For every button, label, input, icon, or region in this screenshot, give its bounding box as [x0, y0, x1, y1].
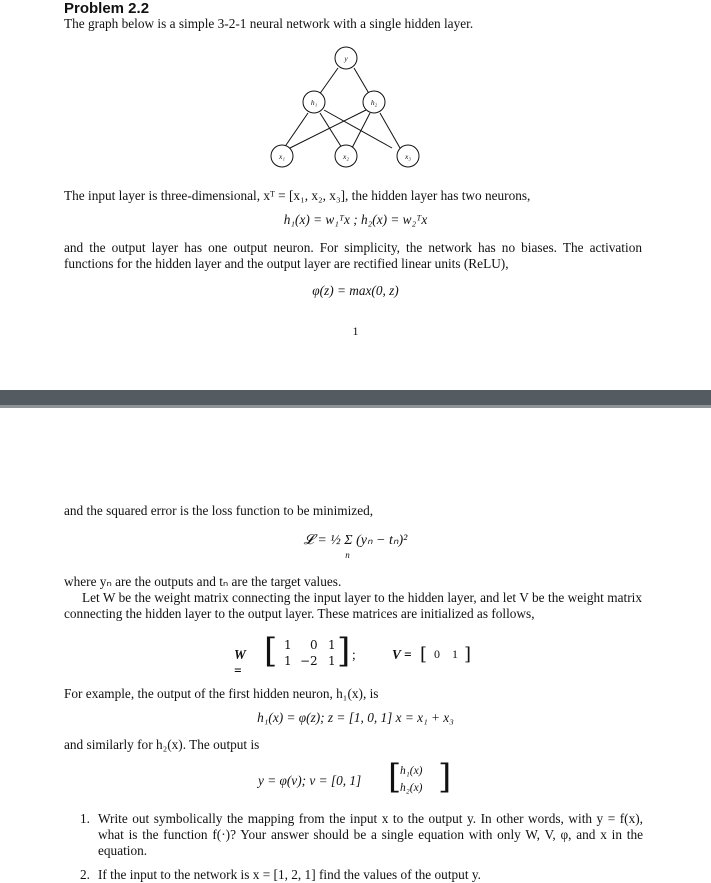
problem-title: Problem 2.2	[64, 0, 150, 17]
w-cell: 1	[328, 638, 336, 652]
neural-network-diagram	[262, 40, 442, 170]
output-equation-left: y = φ(v); v = [0, 1]	[258, 773, 362, 788]
w-cell: −2	[300, 654, 318, 668]
page-two: and the squared error is the loss function to be minimized, 𝓛 = ½ Σ (yₙ − tₙ)² n where yₙ are the outputs and tₙ are the target values. Let W be the weight matrix connecting the input layer to the hidden layer, and let V be the weight matrix connecting the hidden layer to the output layer. These matrices are initialized as follows, W = [ 1 0 1 1 −2 1 ] ; V = [ 0 1 ] For example, the output of the first hidden neuron, h₁(x), is h₁(x) = φ(z); z = [1, 0, 1] x = x₁ + x₃ and similarly for h₂(x). The output is y = φ(v); v = [0, 1] [ h₁(x) h₂(x) ] 1. Write out symbolically the mapping from the input x to the output y. In other words, with y = f(x), what is the function f(·)? Your answer should be a single equation with only W, V, φ, and x in the equation. 2. If the input to the network is x = [1, 2, 1] find the values of the output y.	[0, 408, 711, 880]
v-cell: 1	[452, 647, 458, 661]
relu-equation: φ(z) = max(0, z)	[312, 283, 399, 298]
h1-equation: h₁(x) = φ(z); z = [1, 0, 1] x = x₁ + x₃	[257, 710, 454, 725]
targets-text: where yₙ are the outputs and tₙ are the target values.	[64, 574, 342, 589]
label-h2: h₂	[370, 98, 378, 107]
label-h1: h₁	[310, 98, 318, 107]
w-cell: 1	[328, 654, 336, 668]
edge-x2-h2	[352, 113, 370, 148]
loss-intro-text: and the squared error is the loss function to be minimized,	[64, 503, 374, 518]
label-x3: x₃	[405, 152, 411, 161]
question-text: Write out symbolically the mapping from the input x to the output y. In other words, with y = f(x), what is the function f(·)? Your answer should be a single equation with only W, V, φ, and x in the equation.	[98, 811, 643, 858]
hidden-equation: h₁(x) = w₁ᵀx ; h₂(x) = w₂ᵀx	[283, 212, 428, 227]
v-cell: 0	[434, 647, 440, 661]
intro-text: The graph below is a simple 3-2-1 neural network with a single hidden layer.	[64, 16, 474, 31]
output-intro-text: and similarly for h₂(x). The output is	[64, 737, 260, 752]
first-neuron-text: For example, the output of the first hidden neuron, h₁(x), is	[64, 686, 379, 701]
matrix-w-label: W =	[234, 647, 246, 678]
question-number: 2.	[80, 867, 90, 882]
label-y: y	[344, 54, 348, 63]
question-number: 1.	[80, 811, 90, 826]
output-vector-h1: h₁(x)	[400, 765, 423, 777]
label-x2: x₂	[343, 152, 349, 161]
loss-sum-index: n	[345, 550, 350, 560]
loss-equation: 𝓛 = ½ Σ (yₙ − tₙ)²	[303, 533, 408, 548]
w-cell: 1	[284, 638, 292, 652]
page-divider	[0, 390, 711, 405]
label-x1: x₁	[279, 152, 285, 161]
output-equation: y = φ(v); v = [0, 1] [ h₁(x) h₂(x) ]	[258, 757, 452, 797]
page-one	[0, 0, 711, 390]
question-text: If the input to the network is x = [1, 2, 1] find the values of the output y.	[98, 867, 481, 882]
input-layer-text: The input layer is three-dimensional, xᵀ = [x₁, x₂, x₃], the hidden layer has two neurons,	[64, 188, 531, 203]
output-vector-h2: h₂(x)	[400, 782, 423, 794]
matrix-v-label: V =	[392, 647, 412, 662]
page-number: 1	[352, 324, 359, 338]
matrix-w-right-bracket: ]	[337, 631, 351, 671]
edge-x1-h1	[284, 113, 308, 148]
weights-text: Let W be the weight matrix connecting the input layer to the hidden layer, and let V be the weight matrix connecting the hidden layer to the output layer. These matrices are initialized as follows,	[64, 590, 642, 621]
w-cell: 1	[284, 654, 292, 668]
activation-text: and the output layer has one output neuron. For simplicity, the network has no biases. The activation functions for the hidden layer and the output layer are rectified linear units (ReLU),	[64, 240, 642, 271]
w-cell: 0	[310, 638, 318, 652]
matrix-w-left-bracket: [	[264, 631, 278, 671]
